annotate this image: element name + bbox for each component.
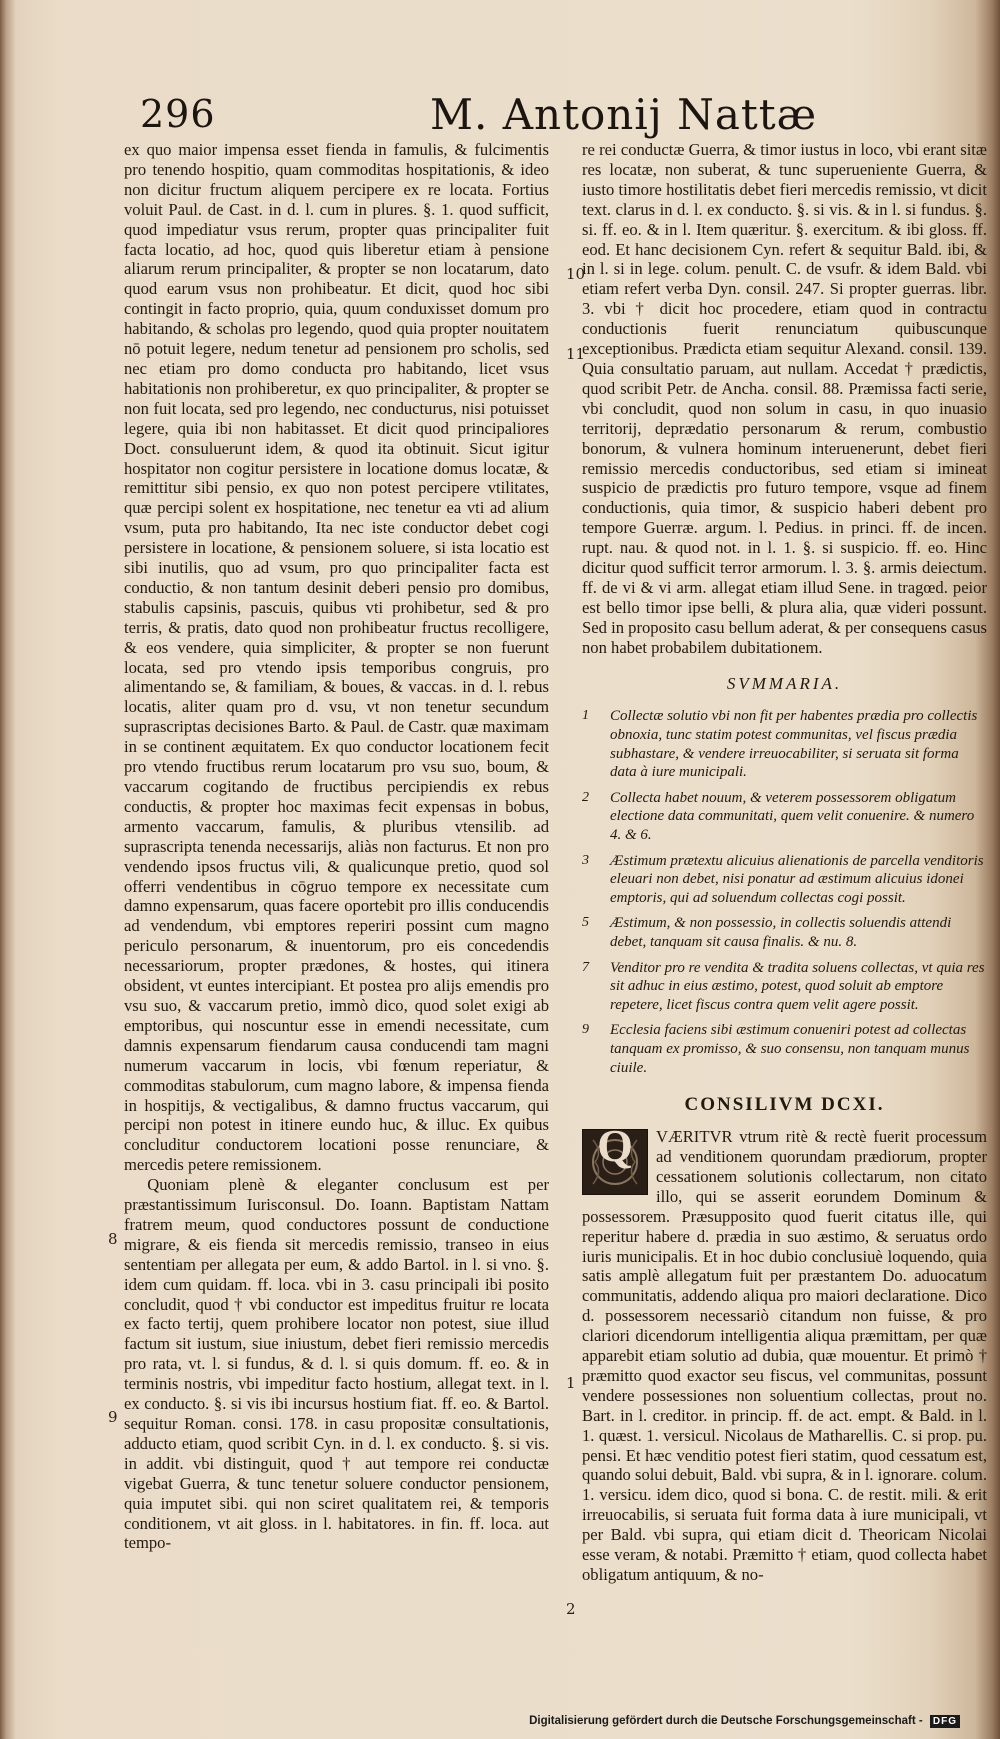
- summaria-item-number: 2: [582, 789, 589, 805]
- decorated-initial: [582, 1120, 648, 1195]
- consilium-text: VÆRITVR vtrum ritè & rectè fuerit processum ad venditionem quorundam prædiorum, propter cessationem solutionis collectarum, non citato illo, qui se asserit eorundem Dominum & possessorem. Præsupposito quod fuerit citatus ille, qui reperitur habere d. prædia in suo æstimo, & seruatus ordo iuris municipalis. Et in hoc dubio conclusiuè loquendo, quia satis amplè allegatum fuit per præstantem Do. aduocatum communitatis, addendo aliqua pro maiori declaratione. Dico d. possessorem necessariò citandum non fuisse, & pro clariori dicendorum intelligentia aliqua præmittam, per quæ apparebit etiam solutio ad dubia, quæ mouentur. Et primò † præmitto quod exactor seu fiscus, vel communitas, possunt vendere possessiones non soluentium collectas, prout no. Bart. in l. creditor. in princip. ff. de act. empt. & Bald. in l. 1. quæst. 1. versicul. Nicolaus de Matharellis. C. si prop. pu. pensi. Et hæc venditio potest fieri statim, quod cessatum est, quando solui debuit, Bald. vbi supra, & in l. ignorare. colum. 1. versicu. idem dico, quod si bona. C. de restit. mili. & erit irreuocabilis, si seruata fuit forma data à iure municipali, vt per Bald. vbi supra, qui etiam dicit d. Theoricam Nicolai esse veram, & notabi. Præmitto † etiam, quod collecta habet obligatum antiquum, & no-: [582, 1127, 987, 1584]
- summaria-item: [582, 1021, 987, 1077]
- summaria-item-text: Collectæ solutio vbi non fit per habentes prædia pro collectis obnoxia, tunc statim potest communitas, vel fiscus prædia subhastare, & vendere irreuocabiliter, si seruata sit forma data à iure municipali.: [610, 708, 978, 781]
- right-paragraph: re rei conductæ Guerra, & timor iustus in loco, vbi erant sitæ res locatæ, non suberat, & tunc superueniente Guerra, & iusto timore hostilitatis debet fieri mercedis remissio, vt dicit text. clarus in d. l. ex conducto. §. si vis. & in l. si fundus. §. si. ff. eo. & in l. Item quæritur. §. exercitum. & ibi gloss. ff. eod. Et hanc decisionem Cyn. refert & sequitur Bald. ibi, & in l. si in lege. colum. penult. C. de vsufr. & idem Bald. vbi etiam refert verba Dyn. consil. 247. Si propter guerras. libr. 3. vbi † dicit hoc procedere, etiam quod in contractu conductionis fuerit renunciatum quibuscunque exceptionibus. Prædicta etiam sequitur Alexand. consil. 139. Quia consultatio paruam, aut nullam. Accedat † prædictis, quod scribit Petr. de Ancha. consil. 88. Præmissa facti serie, vbi concludit, quod non solum in casu, in quo inuasio territorij, deprædatio personarum & rerum, combustio bonorum, & vulnera hominum interuenerunt, debet fieri remissio mercedis conductoribus, sed etiam si imineat suspicio de prædictis pro futuro tempore, vsque ad finem conductionis, quia timor, & suspicio haberi debent pro tempore Guerræ. argum. l. Pedius. in princi. ff. de incen. rupt. nau. & quod not. in l. 1. §. si suspicio. ff. eo. Hinc dicitur quod sufficit terror armorum. l. 3. §. armis deiectum. ff. de vi & vi arm. allegat etiam illud Sene. in tragœd. peior est bello timor ipse belli, & plura alia, quæ videri possunt. Sed in proposito casu bellum aderat, & per consequens casus non habet probabilem dubitationem.: [582, 140, 987, 657]
- summaria-item: [582, 959, 987, 1015]
- margin-number: 8: [108, 1230, 118, 1248]
- summaria-item-text: Venditor pro re vendita & tradita soluens collectas, vt quia res sit adhuc in eius æstimo, potest, quod soluit ab emptore repetere, licet fiscus contra quem velit agere possit.: [610, 959, 985, 1013]
- summaria-item: [582, 789, 987, 845]
- summaria-item-number: 7: [582, 959, 589, 975]
- summaria-item-number: 1: [582, 708, 589, 724]
- summaria-item: [582, 852, 987, 908]
- summaria-item-text: Æstimum, & non possessio, in collectis soluendis attendi debet, tanquam sit causa finalis. & nu. 8.: [610, 915, 952, 950]
- summaria-item: [582, 914, 987, 951]
- dfg-logo: DFG: [930, 1715, 960, 1728]
- margin-number: 9: [108, 1408, 118, 1426]
- summaria-item: [582, 707, 987, 781]
- summaria-item-number: 3: [582, 852, 589, 868]
- footer-credit: Digitalisierung gefördert durch die Deutsche Forschungsgemeinschaft -: [529, 1715, 923, 1727]
- summaria-item-number: 5: [582, 915, 589, 931]
- left-column: [124, 140, 549, 1553]
- summaria-item-text: Æstimum prætextu alicuius alienationis de parcella venditoris eleuari non debet, nisi ponatur ad æstimum alicuius idonei emptoris, qui ad soluendum collectas cogi possit.: [610, 852, 984, 906]
- running-head: M. Antonij Nattæ: [430, 90, 818, 139]
- summaria-item-number: 9: [582, 1022, 589, 1038]
- right-column: [582, 140, 987, 1585]
- consilium-body: [582, 1120, 987, 1585]
- footer: [0, 1715, 1000, 1728]
- summaria-item-text: Ecclesia faciens sibi æstimum conueniri potest ad collectas tanquam ex promisso, & suo consensu, non tanquam munus ciuile.: [610, 1022, 970, 1076]
- margin-number: 1: [566, 1374, 576, 1392]
- margin-number: 2: [566, 1600, 576, 1618]
- left-paragraph-2: Quoniam plenè & eleganter conclusum est per præstantissimum Iurisconsul. Do. Ioann. Baptistam Nattam fratrem meum, quod conductores possunt de conductione migrare, & eis fienda sit mercedis remissio, transeo in eius sententiam per allegata per eum, & addo Bartol. in l. si vno. §. idem cum quidam. ff. loca. vbi in 3. casu principali ibi posito concludit, quod † vbi conductor est impeditus fruitur re locata ex facto tertij, quem prohibere locator non potest, siue illud factum sit iustum, siue iniustum, debet fieri remissio mercedis pro rata, vt. l. si fundus, & d. l. si quis domum. ff. eo. & in terminis nostris, vbi impeditur facto hostium, allegat text. in l. ex conducto. §. si vis ibi incursus hostium fiat. ff. eo. & Bartol. sequitur Roman. consi. 178. in casu propositæ consultationis, adducto etiam, quod scribit Cyn. in d. l. ex conducto. §. si vis. in addit. vbi distinguit, quod † aut tempore rei conductæ vigebat Guerra, & tunc tenetur soluere conductor pensionem, quia imputet sibi. qui non sciret qualitatem rei, & temporis conditionem, vt ait gloss. in l. habitatores. in fin. ff. loca. aut tempo-: [124, 1175, 549, 1553]
- margin-number: 11: [566, 345, 586, 363]
- summaria-item-text: Collecta habet nouum, & veterem possessorem obligatum electione data communitati, quem velit conuenire. & numero 4. & 6.: [610, 789, 975, 844]
- margin-number: 10: [566, 265, 586, 283]
- page-number: 296: [140, 92, 216, 136]
- summaria-title: SVMMARIA.: [726, 673, 843, 693]
- initial-letter: Q: [597, 1120, 633, 1172]
- consilium-title: CONSILIVM DCXI.: [684, 1094, 885, 1116]
- left-paragraph-1: ex quo maior impensa esset fienda in famulis, & fulcimentis pro tenendo hospitio, quam commoditas hospitationis, & ideo non dicitur fructum aliquem percipere ex re locata. Fortius voluit Paul. de Cast. in d. l. cum in plures. §. 1. quod sufficit, quod impediatur vsus rerum, propter quas principaliter fuit facta locatio, ad hoc, quod quis liberetur etiam à pensione aliarum rerum principaliter, & propter se non locatarum, dato quod earum vsus non prohibeatur. Et dicit, quod hoc sibi contingit in facto proprio, quia, quum conduxisset domum pro habitando, & scholas pro legendo, quod quia propter nouitatem nō potuit legere, nedum tenetur ad pensionem pro scholis, sed nec etiam pro domo conducta pro habitando, licet vsus habitationis non prohiberetur, ex quo principaliter, & propter se non fuit locata, sed pro legendo, nec conducturus, nisi potuisset legere, quia ibi non habitasset. Et dicit quod principaliores Doct. consuluerunt idem, & quod ita obtinuit. Sicut igitur hospitator non cogitur persistere in locatione domus locatæ, & remittitur sibi pensio, ex quo non potest percipere vtilitates, quæ percipi solent ex hospitatione, nec tenetur ea vti ad alium vsum, puta pro habitando, Ita nec iste conductor debet cogi persistere in locatione, & pensionem soluere, si ista locatio est sibi inutilis, quo ad vsum, pro quo principaliter facta est conductio, & non tantum desinit deberi pensio pro domibus, stabulis capsinis, pascuis, quibus vti prohibetur, sed & pro terris, & pratis, dato quod non prohibeatur fructus recolligere, & eos vendere, quia simpliciter, & propter se non fuerunt locata, sed pro vtendo ipsis temporibus congruis, pro alimentando se, & familiam, & boues, & vaccas. in d. l. rebus locatis, aliter quam pro d. vsu, vt non tenetur secundum suprascriptas decisiones Barto. & Paul. de Castr. quæ maximam in se continent æquitatem. Ex quo conductor locationem fecit pro vtendo fructibus rerum locatarum pro vsu suo, boum, & vaccarum cogitando de fructibus percipiendis ex rebus conductis, & propter hoc maximas fecit expensas in bobus, armento vaccarum, famulis, & pluribus vtensilib. ad suprascripta tenenda necessarijs, aliàs non facturus. Et non pro vendendo ipsos fructus vili, & qualicunque pretio, quod sol offerri vendentibus in cōgruo tempore ex necessitate cum damno expensarum, quas facere oportebit pro illis conducendis ad vendendum, vbi emptores reperiri possint cum magno periculo personarum, & inuentorum, pro eis concedendis necessariorum, propter prædones, & hostes, qui itinera obsident, vt euntes intercipiant. Et postea pro alijs emendis pro vsu suo, & vaccarum pretio, immò dico, quod solet exigi ab emptoribus, qui noscuntur esse in emendi necessitate, cum damnis expensarum fiendarum causa conducendi tam magni numerum vaccarum in locis, vbi fœnum reperiatur, & commoditas stabulorum, cum magno labore, & impensa fienda in hospitijs, & vectigalibus, & damno fructus vaccarum, qui percipi non potest in itinere eundo huc, & illuc. Ex quibus concluditur conductorem locationi posse renunciare, & mercedis petere remissionem.: [124, 140, 549, 1175]
- summaria-list: [582, 707, 987, 1077]
